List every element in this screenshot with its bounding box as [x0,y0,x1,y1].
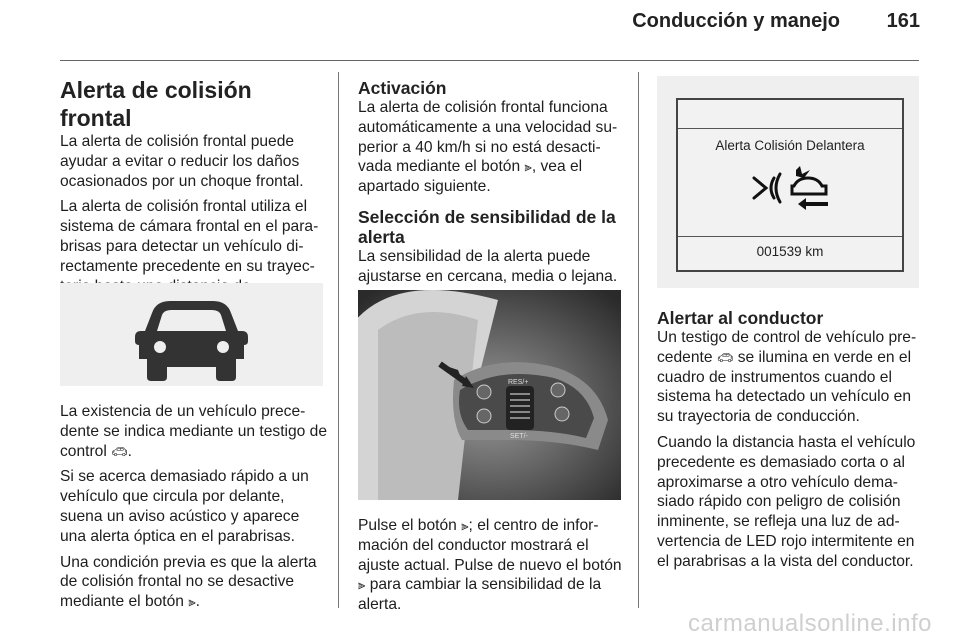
paragraph-text: Una condición previa es que la alerta de colisión frontal no se desactive mediante el botón [60,553,317,611]
subsection-title: Alertar al conductor [657,308,824,328]
fcw-button-icon: ⫸ [524,159,532,175]
car-icon [60,283,323,386]
paragraph: La alerta de colisión frontal puede ayudar a evitar o reducir los daños ocasionados por un choque frontal. [60,133,304,190]
column-divider [338,72,339,608]
subsection-title: Selección de sensibilidad de la alerta [358,206,616,247]
paragraph [358,516,626,615]
paragraph [60,553,328,612]
cluster-display [676,98,904,272]
column-2 [358,78,626,293]
header-rule [60,60,919,61]
paragraph: Cuando la distancia hasta el vehículo precedente es demasiado corta o al aproximarse a otro vehículo dema- siado rápido con peligro de colisión inminente, se refleja una luz de ad- vertencia de LED rojo intermitente en el parabrisas a la vista del conductor. [657,433,916,570]
car-figure [60,283,323,386]
fcw-button-icon: ⫸ [188,594,196,610]
page-number: 161 [886,10,920,32]
display-label: Alerta Colisión Delantera [715,138,865,153]
set-label: SET/- [510,433,528,440]
display-divider [678,236,902,237]
paragraph-text: ; el centro de infor- mación del conductor mostrará el ajuste actual. Pulse de nuevo el botón [358,517,622,574]
odometer-readout: 001539 km [756,244,824,259]
paragraph-text: La existencia de un vehículo prece- dente se indica mediante un testigo de control [60,403,328,460]
paragraph-text: para cambiar la sensibilidad de la alerta. [358,576,602,614]
paragraph-text: La alerta de colisión frontal funciona automáticamente a una velocidad su- perior a 40 km/h si no está desacti- vada mediante el botón [358,99,618,176]
paragraph [657,328,927,427]
running-header-title: Conducción y manejo [632,10,840,32]
watermark: carmanualsonline.info [688,610,932,637]
column-1-lower [60,402,328,618]
column-divider [638,72,639,608]
steering-wheel-illustration [358,290,621,500]
car-icon: 🚗︎ [716,349,734,365]
steering-wheel-figure [358,290,621,500]
text-line: brisas para detectar un vehículo di- [60,237,304,255]
display-figure [657,76,919,288]
paragraph-text: Pulse el botón [358,517,457,534]
text-line: rectamente precedente en su trayec- [60,257,315,275]
column-2-lower [358,516,626,621]
paragraph-text: Un testigo de control de vehículo pre- cedente [657,329,917,366]
paragraph-end: . [195,593,201,611]
paragraph-text: se ilumina en verde en el cuadro de instrumentos cuando el sistema ha detectado un vehículo en su trayectoria de conducción. [657,348,912,426]
paragraph [60,402,328,461]
paragraph [358,98,626,197]
text-line: sistema de cámara frontal en el para- [60,218,319,236]
paragraph-end: , vea el apartado siguiente. [358,158,583,196]
column-3 [657,308,927,578]
paragraph: Si se acerca demasiado rápido a un vehículo que circula por delante, suena un aviso acústico y aparece una alerta óptica en el parabrisas. [60,468,309,545]
fcw-button-icon: ⫸ [461,518,469,533]
car-icon: 🚗︎ [111,443,128,459]
res-label: RES/+ [508,379,529,386]
paragraph: La sensibilidad de la alerta puede ajustarse en cercana, media o lejana. [358,247,618,285]
subsection-title: Activación [358,78,447,98]
section-title: Alerta de colisión frontal [60,77,252,131]
display-divider [678,128,902,129]
fcw-button-icon: ⫸ [358,577,366,593]
collision-warning-icon [748,164,838,214]
paragraph-end: . [127,442,133,460]
text-line: La alerta de colisión frontal utiliza el [60,198,308,216]
